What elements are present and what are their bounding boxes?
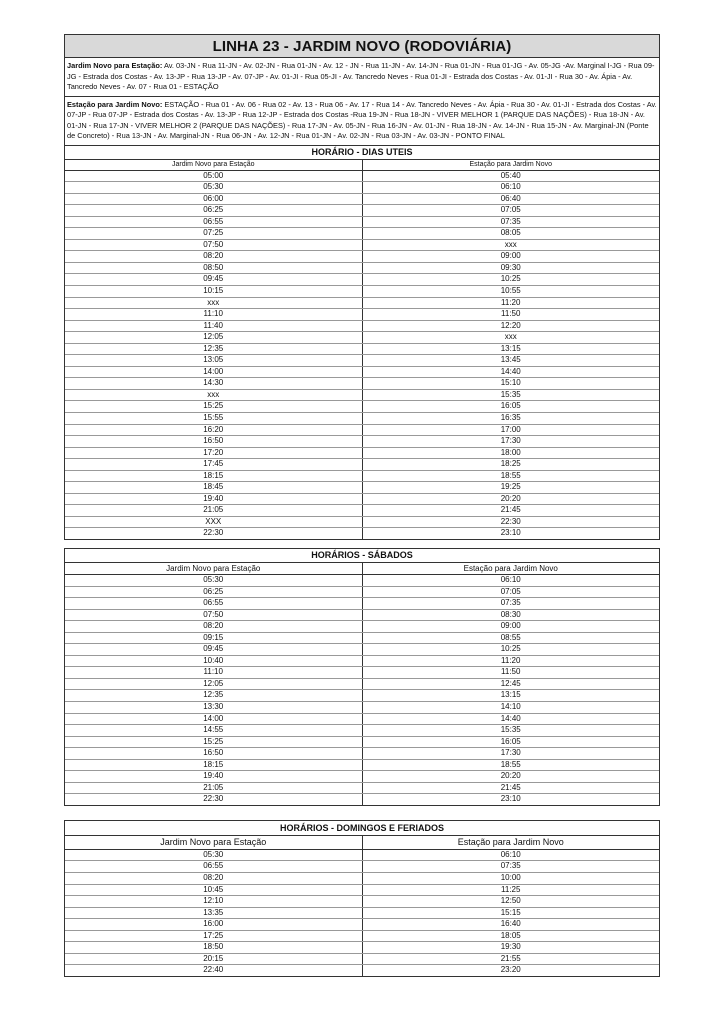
return-time: 16:05 (362, 736, 659, 748)
departure-time: 22:30 (65, 528, 362, 539)
departure-time: 16:50 (65, 436, 362, 448)
departure-time: 09:45 (65, 274, 362, 286)
departure-time: 14:00 (65, 713, 362, 725)
departure-time: xxx (65, 297, 362, 309)
return-time: 20:20 (362, 493, 659, 505)
saturday-col-left: Jardim Novo para Estação (65, 563, 362, 575)
table-row (65, 366, 659, 378)
departure-time: 09:15 (65, 632, 362, 644)
return-time: 07:05 (362, 586, 659, 598)
departure-time: 17:20 (65, 447, 362, 459)
departure-time: 18:45 (65, 482, 362, 494)
saturday-col-right: Estação para Jardim Novo (362, 563, 659, 575)
departure-time: 11:40 (65, 320, 362, 332)
saturday-schedule (64, 548, 660, 806)
return-time: 17:00 (362, 424, 659, 436)
return-time: 06:10 (362, 849, 659, 861)
table-row (65, 470, 659, 482)
return-time: 11:50 (362, 309, 659, 321)
table-row (65, 251, 659, 263)
departure-time: 07:25 (65, 228, 362, 240)
return-time: 11:50 (362, 667, 659, 679)
saturday-table (65, 563, 659, 805)
return-time: 07:05 (362, 205, 659, 217)
return-time: 09:30 (362, 262, 659, 274)
departure-time: 14:00 (65, 366, 362, 378)
departure-time: 13:30 (65, 702, 362, 714)
return-time: 17:30 (362, 748, 659, 760)
route-to-station-text: Av. 03-JN - Rua 11-JN - Av. 02-JN - Rua 01-JN - Av. 12 - JN - Rua 11-JN - Av. 14-JN - Rua 01-JN - Rua 01-JG - Av. 05-JG -Av. Marginal I-JG - Rua 09-JG - Estrada dos Costas - Av. 13-JP - Rua 13-JP - Av. 07-JP - Av. 01-JI - Rua 05-JI - Av. Tancredo Neves - Rua 01-JI - Estrada dos Costas - Av. 01-JI - Rua 30 - Av. Ápia - Av. Tancredo Neves - Av. 07 - Rua 01 - ESTAÇÃO (67, 61, 655, 91)
return-time: 15:35 (362, 389, 659, 401)
sunday-col-left: Jardim Novo para Estação (65, 836, 362, 850)
departure-time: 18:50 (65, 942, 362, 954)
return-time: 18:00 (362, 447, 659, 459)
table-row (65, 586, 659, 598)
departure-time: 19:40 (65, 771, 362, 783)
departure-time: 11:10 (65, 309, 362, 321)
return-time: 14:40 (362, 713, 659, 725)
return-time: 22:30 (362, 516, 659, 528)
sunday-col-right: Estação para Jardim Novo (362, 836, 659, 850)
table-row (65, 355, 659, 367)
table-row (65, 459, 659, 471)
return-time: 18:55 (362, 759, 659, 771)
return-time: 07:35 (362, 598, 659, 610)
weekday-schedule-title: HORÁRIO - DIAS UTEIS (65, 146, 659, 160)
departure-time: 16:00 (65, 919, 362, 931)
departure-time: 21:05 (65, 782, 362, 794)
table-row (65, 736, 659, 748)
departure-time: 14:55 (65, 725, 362, 737)
departure-time: 07:50 (65, 609, 362, 621)
departure-time: 08:50 (65, 262, 362, 274)
return-time: 09:00 (362, 621, 659, 633)
return-time: 05:40 (362, 170, 659, 182)
departure-time: 15:55 (65, 412, 362, 424)
departure-time: 14:30 (65, 378, 362, 390)
table-row (65, 884, 659, 896)
sunday-table (65, 836, 659, 976)
return-time: 06:40 (362, 193, 659, 205)
departure-time: 13:05 (65, 355, 362, 367)
departure-time: 05:30 (65, 182, 362, 194)
departure-time: 12:35 (65, 690, 362, 702)
return-time: 12:20 (362, 320, 659, 332)
weekday-schedule (64, 146, 660, 541)
return-time: 19:25 (362, 482, 659, 494)
return-time: 10:25 (362, 644, 659, 656)
departure-time: 06:55 (65, 861, 362, 873)
departure-time: 12:10 (65, 896, 362, 908)
return-time: 14:40 (362, 366, 659, 378)
table-row (65, 919, 659, 931)
return-time: 13:15 (362, 343, 659, 355)
return-time: 21:45 (362, 505, 659, 517)
return-time: 16:05 (362, 401, 659, 413)
departure-time: 11:10 (65, 667, 362, 679)
table-row (65, 401, 659, 413)
route-from-station-label: Estação para Jardim Novo: (67, 99, 163, 109)
return-time: 10:00 (362, 873, 659, 885)
departure-time: 12:35 (65, 343, 362, 355)
sunday-schedule (64, 820, 660, 977)
departure-time: XXX (65, 516, 362, 528)
return-time: 10:55 (362, 285, 659, 297)
route-to-station-label: Jardim Novo para Estação: (67, 61, 163, 70)
table-row (65, 655, 659, 667)
return-time: 08:05 (362, 228, 659, 240)
departure-time: 12:05 (65, 678, 362, 690)
return-time: 23:10 (500, 794, 521, 804)
return-time: 18:25 (362, 459, 659, 471)
schedule-sheet (64, 34, 660, 977)
departure-time: 10:15 (65, 285, 362, 297)
departure-time: 16:50 (65, 748, 362, 760)
table-row (65, 436, 659, 448)
return-time: 11:20 (362, 297, 659, 309)
route-to-station (64, 58, 660, 97)
return-time: 15:15 (362, 907, 659, 919)
return-time: 23:20 (500, 965, 521, 975)
table-row (65, 424, 659, 436)
return-time: 18:55 (362, 470, 659, 482)
table-row (65, 896, 659, 908)
table-row (65, 505, 659, 517)
table-row (65, 285, 659, 297)
table-row (65, 297, 659, 309)
return-time: 16:35 (362, 412, 659, 424)
return-time: 14:10 (362, 702, 659, 714)
departure-time: 06:25 (65, 205, 362, 217)
departure-time: 06:00 (65, 193, 362, 205)
return-time: 20:20 (362, 771, 659, 783)
departure-time: 06:25 (65, 586, 362, 598)
table-row (65, 262, 659, 274)
weekday-table (65, 160, 659, 540)
return-time: 19:30 (362, 942, 659, 954)
departure-time: 10:40 (65, 655, 362, 667)
return-time: 15:10 (362, 378, 659, 390)
table-row (65, 953, 659, 965)
return-time: 06:10 (362, 182, 659, 194)
departure-time: 05:00 (65, 170, 362, 182)
page-title: LINHA 23 - JARDIM NOVO (RODOVIÁRIA) (64, 34, 660, 58)
weekday-col-right: Estação para Jardim Novo (362, 160, 659, 171)
return-time: 21:55 (362, 953, 659, 965)
return-time: 23:10 (500, 528, 521, 538)
table-row (65, 320, 659, 332)
return-time: xxx (362, 239, 659, 251)
route-from-station-text: ESTAÇÃO - Rua 01 - Av. 06 - Rua 02 - Av. 13 - Rua 06 - Av. 17 - Rua 14 - Av. Tancredo Neves - Av. Ápia - Rua 30 - Av. 01-JI - Estrada dos Costas - Av. 07-JP - Rua 07-JP - Estrada dos Costas - Av. 13-JP - Rua 12-JP - Estrada dos Costas -Rua 19-JN - Rua 18-JN - VIVER MELHOR 1 (PARQUE DAS NAÇÕES) - Rua 18-JN - Av. 01-JN - Rua 17-JN - VIVER MELHOR 2 (PARQUE DAS NAÇÕES) - Rua 17-JN - Av. 05-JN - Rua 16-JN - Av. 01-JN - Rua 18-JN - Av. 14-JN - Rua 15-JN - Av. Marginal-JN (Ponte de Concreto) - Rua 13-JN - Av. Marginal-JN - Rua 06-JN - Av. 12-JN - Rua 01-JN - Av. 02-JN - Rua 03-JN - Av. 03-JN - PONTO FINAL (67, 99, 657, 140)
table-row (65, 782, 659, 794)
table-row (65, 873, 659, 885)
return-time: 10:25 (362, 274, 659, 286)
table-row (65, 516, 659, 528)
table-row (65, 332, 659, 344)
departure-time: 05:30 (65, 575, 362, 587)
departure-time: 20:15 (65, 953, 362, 965)
return-time: 21:45 (362, 782, 659, 794)
saturday-rows (65, 575, 659, 805)
departure-time: 15:25 (65, 401, 362, 413)
saturday-schedule-title: HORÁRIOS - SÁBADOS (65, 549, 659, 563)
departure-time: 08:20 (65, 251, 362, 263)
table-row (65, 771, 659, 783)
table-row (65, 621, 659, 633)
table-row (65, 389, 659, 401)
departure-time: 12:05 (65, 332, 362, 344)
return-time: 09:00 (362, 251, 659, 263)
departure-time: 07:50 (65, 239, 362, 251)
return-time: 12:50 (362, 896, 659, 908)
table-row (65, 702, 659, 714)
table-row (65, 309, 659, 321)
table-row (65, 609, 659, 621)
departure-time: 17:45 (65, 459, 362, 471)
table-row (65, 667, 659, 679)
departure-time: 10:45 (65, 884, 362, 896)
sunday-schedule-title: HORÁRIOS - DOMINGOS E FERIADOS (65, 821, 659, 836)
return-time: 07:35 (362, 861, 659, 873)
departure-time: 15:25 (65, 736, 362, 748)
weekday-col-left: Jardim Novo para Estação (65, 160, 362, 171)
departure-time: 13:35 (65, 907, 362, 919)
table-row (65, 598, 659, 610)
table-row (65, 632, 659, 644)
departure-time: 22:40 (65, 965, 362, 976)
return-time: 11:20 (362, 655, 659, 667)
departure-time: 19:40 (65, 493, 362, 505)
departure-time: 09:45 (65, 644, 362, 656)
return-time: 06:10 (362, 575, 659, 587)
table-row (65, 482, 659, 494)
table-row (65, 170, 659, 182)
table-row (65, 907, 659, 919)
table-row (65, 748, 659, 760)
table-row (65, 193, 659, 205)
table-row (65, 794, 659, 805)
table-row (65, 239, 659, 251)
return-time: 07:35 (362, 216, 659, 228)
table-row (65, 759, 659, 771)
departure-time: 16:20 (65, 424, 362, 436)
table-row (65, 678, 659, 690)
return-time: 15:35 (362, 725, 659, 737)
table-row (65, 447, 659, 459)
sunday-rows (65, 849, 659, 976)
departure-time: 08:20 (65, 873, 362, 885)
return-time: 18:05 (362, 930, 659, 942)
departure-time: 22:30 (65, 794, 362, 805)
table-row (65, 965, 659, 976)
table-row (65, 228, 659, 240)
return-time: 13:45 (362, 355, 659, 367)
return-time: 13:15 (362, 690, 659, 702)
table-row (65, 713, 659, 725)
table-row (65, 378, 659, 390)
table-row (65, 343, 659, 355)
departure-time: 05:30 (65, 849, 362, 861)
table-row (65, 216, 659, 228)
return-time: xxx (362, 332, 659, 344)
route-from-station (64, 97, 660, 146)
table-row (65, 182, 659, 194)
return-time: 16:40 (362, 919, 659, 931)
return-time: 12:45 (362, 678, 659, 690)
table-row (65, 412, 659, 424)
departure-time: 21:05 (65, 505, 362, 517)
table-row (65, 274, 659, 286)
table-row (65, 575, 659, 587)
departure-time: 18:15 (65, 470, 362, 482)
return-time: 08:55 (362, 632, 659, 644)
departure-time: 06:55 (65, 216, 362, 228)
table-row (65, 644, 659, 656)
departure-time: 06:55 (65, 598, 362, 610)
table-row (65, 942, 659, 954)
table-row (65, 493, 659, 505)
table-row (65, 930, 659, 942)
table-row (65, 725, 659, 737)
return-time: 17:30 (362, 436, 659, 448)
weekday-rows (65, 170, 659, 539)
table-row (65, 690, 659, 702)
table-row (65, 861, 659, 873)
table-row (65, 528, 659, 539)
return-time: 11:25 (362, 884, 659, 896)
departure-time: 08:20 (65, 621, 362, 633)
departure-time: xxx (65, 389, 362, 401)
departure-time: 18:15 (65, 759, 362, 771)
return-time: 08:30 (362, 609, 659, 621)
table-row (65, 205, 659, 217)
departure-time: 17:25 (65, 930, 362, 942)
table-row (65, 849, 659, 861)
